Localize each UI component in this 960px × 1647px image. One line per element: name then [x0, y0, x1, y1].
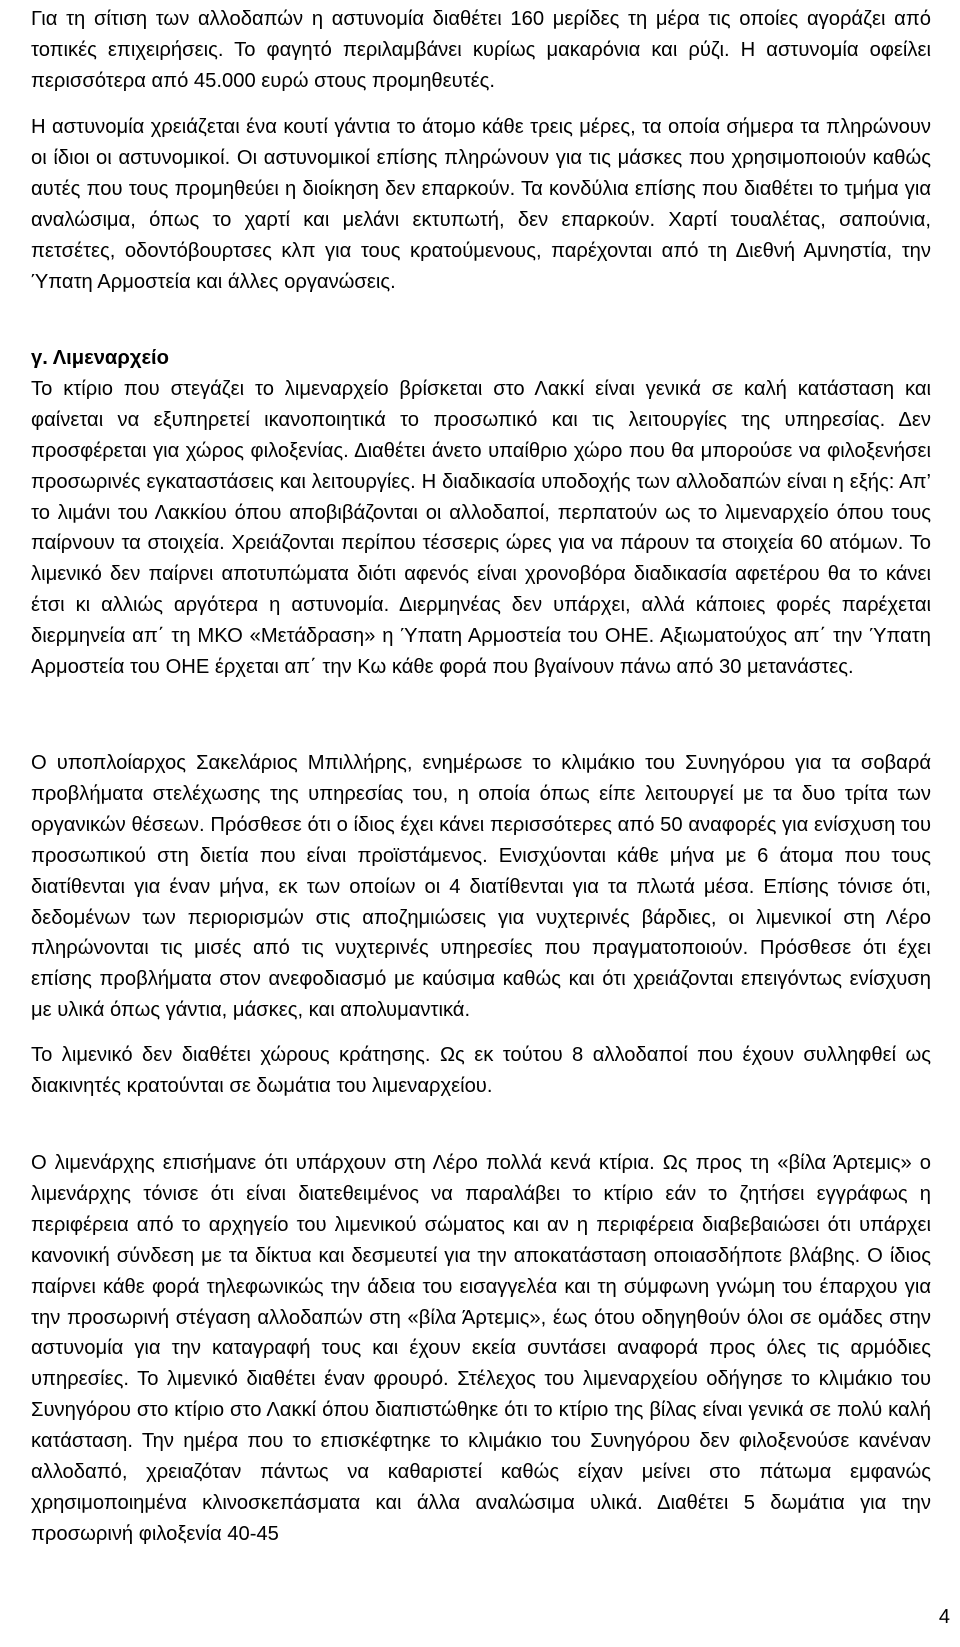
paragraph-detention: Το λιμενικό δεν διαθέτει χώρους κράτησης. Ως εκ τούτου 8 αλλοδαποί που έχουν συλληφθεί ως διακινητές κρατούνται σε δωμάτια του λιμεναρχείου. [31, 1044, 931, 1097]
paragraph-port-building: Το κτίριο που στεγάζει το λιμεναρχείο βρίσκεται στο Λακκί είναι γενικά σε καλή κατάσταση και φαίνεται να εξυπηρετεί ικανοποιητικά το προσωπικό και τις λειτουργίες της υπηρεσίας. Δεν προσφέρεται για χώρος φιλοξενίας. Διαθέτει άνετο υπαίθριο χώρο που θα μπορούσε να φιλοξενήσει προσωρινές εγκαταστάσεις και λειτουργίες. Η διαδικασία υποδοχής των αλλοδαπών είναι η εξής: Απ’ το λιμάνι του Λακκίου όπου αποβιβάζονται οι αλλοδαποί, περπατούν ως το λιμεναρχείο όπου τους παίρνουν τα στοιχεία. Χρειάζονται περίπου τέσσερις ώρες για να πάρουν τα στοιχεία 60 ατόμων. Το λιμενικό δεν παίρνει αποτυπώματα διότι αφενός είναι χρονοβόρα διαδικασία αφετέρου θα το κάνει έτσι κι αλλιώς αργότερα η αστυνομία. Διερμηνέας δεν υπάρχει, αλλά κάποιες φορές παρέχεται διερμηνεία απ΄ τη ΜΚΟ «Μετάδραση» η Ύπατη Αρμοστεία του ΟΗΕ. Αξιωματούχος απ΄ την Ύπατη Αρμοστεία του ΟΗΕ έρχεται απ΄ την Κω κάθε φορά που βγαίνουν πάνω από 30 μετανάστες. [31, 377, 931, 679]
paragraph-villa-artemis: Ο λιμενάρχης επισήμανε ότι υπάρχουν στη Λέρο πολλά κενά κτίρια. Ως προς τη «βίλα Άρτεμις» ο λιμενάρχης τόνισε ότι είναι διατεθειμένος να παραλάβει το κτίριο εάν το ζητήσει εγγράφως η περιφέρεια από το αρχηγείο του λιμενικού σώματος και αν η περιφέρεια διαβεβαιώσει ότι υπάρχει κανονική σύνδεση με τα δίκτυα και δεσμευτεί για την αποκατάσταση οποιασδήποτε βλάβης. Ο ίδιος παίρνει κάθε φορά τηλεφωνικώς την άδεια του εισαγγελέα και τη σύμφωνη γνώμη του έπαρχου για την προσωρινή στέγαση αλλοδαπών στη «βίλα Άρτεμις», έως ότου οδηγηθούν όλοι σε ομάδες στην αστυνομία για την καταγραφή τους και έχουν εκεία συντάσει αναφορά προς όλες τις αρμόδιες υπηρεσίες. Το λιμενικό διαθέτει έναν φρουρό. Στέλεχος του λιμεναρχείου οδήγησε το κλιμάκιο του Συνηγόρου στο κτίριο στο Λακκί όπου διαπιστώθηκε ότι το κτίριο της βίλας είναι γενικά σε πολύ καλή κατάσταση. Την ημέρα που το επισκέφτηκε το κλιμάκιο του Συνηγόρου δεν φιλοξενούσε κανέναν αλλοδαπό, χρειαζόταν πάντως να καθαριστεί καθώς είχαν μείνει στο πάτωμα εμφανώς χρησιμοποιημένα κλινοσκεπάσματα και άλλα αναλώσιμα υλικά. Διαθέτει 5 δωμάτια για την προσωρινή φιλοξενία 40-45 [31, 1152, 931, 1545]
section-heading: γ. Λιμεναρχείο [31, 347, 169, 369]
paragraph-supplies: Η αστυνομία χρειάζεται ένα κουτί γάντια το άτομο κάθε τρεις μέρες, τα οποία σήμερα τα πληρώνουν οι ίδιοι οι αστυνομικοί. Οι αστυνομικοί επίσης πληρώνουν για τις μάσκες που χρησιμοποιούν καθώς αυτές που τους προμηθεύει η διοίκηση δεν επαρκούν. Τα κονδύλια επίσης που διαθέτει το τμήμα για αναλώσιμα, όπως το χαρτί και μελάνι εκτυπωτή, δεν επαρκούν. Χαρτί τουαλέτας, σαπούνια, πετσέτες, οδοντόβουρτσες κλπ για τους κρατούμενους, παρέχονται από τη Διεθνή Αμνηστία, την Ύπατη Αρμοστεία και άλλες οργανώσεις. [31, 116, 931, 293]
paragraph-staffing: Ο υποπλοίαρχος Σακελάριος Μπιλλήρης, ενημέρωσε το κλιμάκιο του Συνηγόρου για τα σοβαρά προβλήματα στελέχωσης της υπηρεσίας του, η οποία όπως είπε λειτουργεί με τα δυο τρίτα των οργανικών θέσεων. Πρόσθεσε ότι ο ίδιος έχει κάνει περισσότερες από 50 αναφορές για ενίσχυση του προσωπικού στη διετία που είναι προϊστάμενος. Ενισχύονται κάθε μήνα με 6 άτομα που τους διατίθενται για έναν μήνα, εκ των οποίων οι 4 διατίθενται για τα πλωτά μέσα. Επίσης τόνισε ότι, δεδομένων των περιορισμών στις αποζημιώσεις για νυχτερινές βάρδιες, οι λιμενικοί στη Λέρο πληρώνονται τις μισές από τις νυχτερινές υπηρεσίες που πραγματοποιούν. Πρόσθεσε ότι έχει επίσης προβλήματα στον ανεφοδιασμό με καύσιμα καθώς και ότι χρειάζονται επειγόντως ενίσχυση με υλικά όπως γάντια, μάσκες, και απολυμαντικά. [31, 752, 931, 1022]
section-port-authority [31, 343, 931, 683]
page-number: 4 [938, 1606, 950, 1628]
paragraph-feeding: Για τη σίτιση των αλλοδαπών η αστυνομία διαθέτει 160 μερίδες τη μέρα τις οποίες αγοράζει από τοπικές επιχειρήσεις. Το φαγητό περιλαμβάνει κυρίως μακαρόνια και ρύζι. Η αστυνομία οφείλει περισσότερα από 45.000 ευρώ στους προμηθευτές. [31, 8, 931, 92]
